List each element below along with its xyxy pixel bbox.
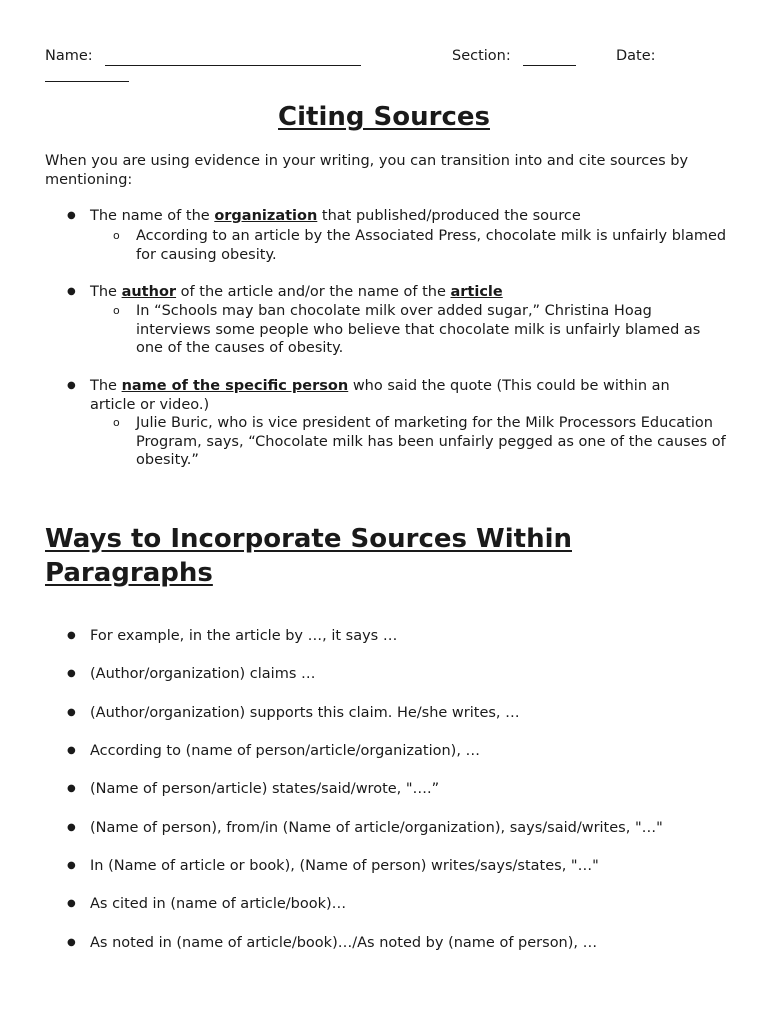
section-label: Section:	[452, 48, 511, 64]
bullet-icon: ●	[67, 783, 76, 794]
item-text: of the article and/or the name of the	[176, 284, 451, 300]
item-emphasis: name of the specific person	[121, 378, 349, 394]
item-text: that published/produced the source	[317, 208, 581, 224]
sub-bullet-icon: o	[113, 416, 120, 429]
item-emphasis: author	[121, 284, 177, 300]
list-item: (Author/organization) supports this claim. He/she writes, …	[90, 705, 520, 721]
list-item: (Author/organization) claims …	[90, 666, 316, 682]
list-item: According to (name of person/article/organization), …	[90, 743, 481, 759]
citation-example-person: Julie Buric, who is vice president of marketing for the Milk Processors Education Program, says, “Chocolate milk has been unfairly pegged as one of the causes of obesity.”	[136, 415, 726, 468]
name-label: Name:	[45, 48, 93, 64]
item-text: The name of the	[90, 208, 215, 224]
date-blank-line	[45, 81, 129, 82]
name-blank-line	[105, 65, 361, 66]
list-item: In (Name of article or book), (Name of person) writes/says/states, "…"	[90, 858, 599, 874]
sub-bullet-icon: o	[113, 229, 120, 242]
item-emphasis: article	[450, 284, 503, 300]
date-label: Date:	[616, 48, 656, 64]
list-item: (Name of person), from/in (Name of article/organization), says/said/writes, "…"	[90, 820, 663, 836]
section-heading: Ways to Incorporate Sources Within Paragraphs	[45, 524, 572, 588]
citation-example-author: In “Schools may ban chocolate milk over added sugar,” Christina Hoag interviews some people who believe that chocolate milk is unfairly blamed as one of the causes of obesity.	[136, 303, 701, 356]
bullet-icon: ●	[67, 707, 76, 718]
section-blank-line	[523, 65, 576, 66]
bullet-icon: ●	[67, 822, 76, 833]
sub-bullet-icon: o	[113, 304, 120, 317]
bullet-icon: ●	[67, 937, 76, 948]
bullet-icon: ●	[67, 860, 76, 871]
item-text: The	[90, 378, 122, 394]
citation-item-organization	[90, 207, 735, 226]
bullet-icon: ●	[67, 745, 76, 756]
bullet-icon: ●	[67, 380, 76, 391]
list-item: For example, in the article by …, it says …	[90, 628, 398, 644]
bullet-icon: ●	[67, 668, 76, 679]
page-title: Citing Sources	[278, 102, 490, 132]
intro-paragraph: When you are using evidence in your writing, you can transition into and cite sources by mentioning:	[45, 153, 689, 188]
item-text: The	[90, 284, 122, 300]
list-item: As noted in (name of article/book)…/As noted by (name of person), …	[90, 935, 598, 951]
bullet-icon: ●	[67, 210, 76, 221]
bullet-icon: ●	[67, 630, 76, 641]
bullet-icon: ●	[67, 286, 76, 297]
list-item: As cited in (name of article/book)…	[90, 896, 347, 912]
citation-item-person	[90, 377, 710, 414]
citation-example-organization: According to an article by the Associated Press, chocolate milk is unfairly blamed for causing obesity.	[136, 228, 727, 263]
bullet-icon: ●	[67, 898, 76, 909]
citation-item-author	[90, 283, 735, 302]
list-item: (Name of person/article) states/said/wrote, "….”	[90, 781, 440, 797]
item-text: who said the quote (This could be within an article or video.)	[90, 378, 670, 413]
item-emphasis: organization	[214, 208, 318, 224]
